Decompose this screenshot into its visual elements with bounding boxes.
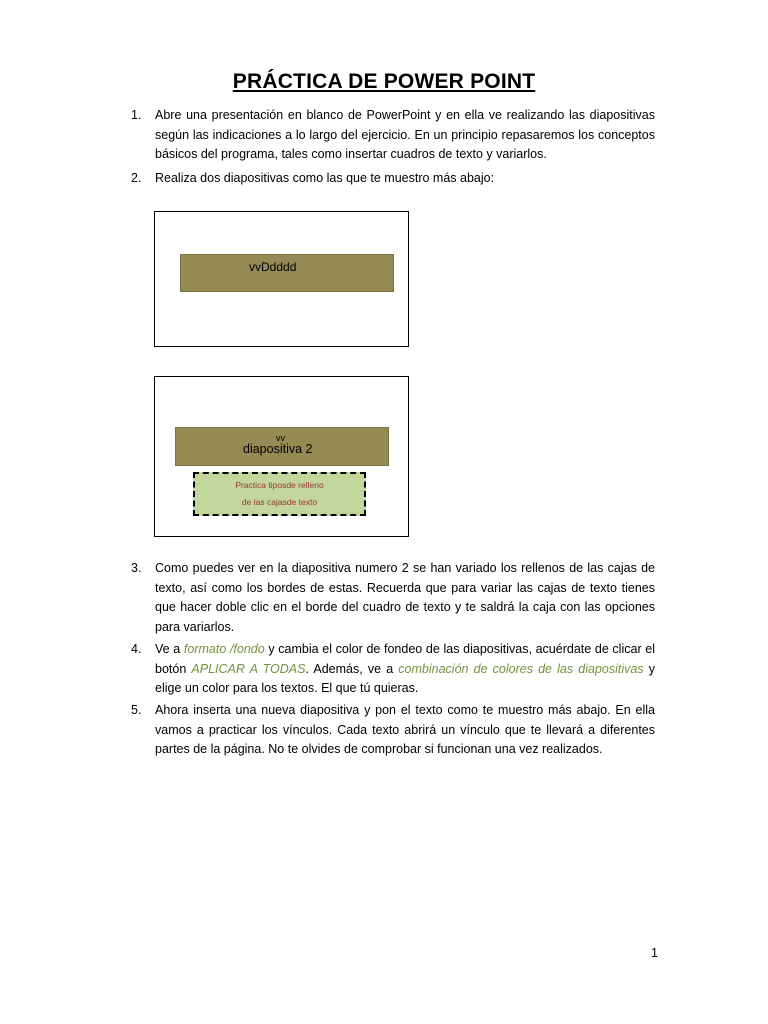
button-reference-aplicar: APLICAR A TODAS — [191, 661, 306, 676]
list-text: Como puedes ver en la diapositiva numero 2 se han variado los rellenos de las cajas de texto, así como los bordes de estas. Recuerda que para variar las cajas de texto tienes que hacer doble clic en el borde del cuadro de texto y te saldrá la caja con las opciones para variarlos. — [155, 561, 655, 635]
list-item-3 — [131, 559, 655, 638]
list-number: 2. — [131, 171, 142, 185]
list-number: 5. — [131, 703, 142, 717]
page-number: 1 — [651, 946, 658, 960]
list-text-part: y elige un color para los textos. El que tú quieras. — [155, 661, 655, 696]
menu-reference-combinacion: combinación de colores de las diapositivas — [398, 661, 644, 676]
list-number: 4. — [131, 642, 142, 656]
list-text-part: . Además, ve a — [305, 661, 399, 676]
slide-example-1 — [154, 211, 409, 347]
list-number: 1. — [131, 108, 142, 122]
list-text: Ahora inserta una nueva diapositiva y pon el texto como te muestro más abajo. En ella vamos a practicar los vínculos. Cada texto abrirá un vínculo que te llevará a diferentes partes de la página. No te olvides de comprobar si funcionan una vez realizados. — [155, 703, 655, 757]
list-text-part: Ve a — [155, 642, 184, 656]
list-number: 3. — [131, 561, 142, 575]
slide1-text-box — [180, 254, 394, 292]
list-text-part: y cambia el color de fondeo de las diapositivas, acuérdate de clicar el botón — [155, 642, 656, 676]
list-item-2 — [131, 169, 655, 189]
slide2-dashed-text-box — [193, 472, 366, 516]
list-item-5 — [131, 701, 655, 760]
list-text: Realiza dos diapositivas como las que te muestro más abajo: — [155, 171, 495, 185]
page-title: PRÁCTICA DE POWER POINT — [232, 70, 536, 93]
slide1-box-text: vvDdddd — [249, 260, 297, 274]
slide-example-2 — [154, 376, 409, 537]
dashed-box-line-1: Practica tiposde relleno — [235, 480, 324, 490]
slide2-box-text: diapositiva 2 — [243, 442, 313, 456]
list-text: Abre una presentación en blanco de PowerPoint y en ella ve realizando las diapositivas según las indicaciones a lo largo del ejercicio. En un principio repasaremos los conceptos básicos del programa, tales como insertar cuadros de texto y variarlos. — [155, 108, 655, 162]
menu-reference-formato-fondo: formato /fondo — [183, 642, 265, 656]
slide2-title-box — [175, 427, 389, 466]
list-item-4 — [131, 640, 656, 699]
list-item-1 — [131, 106, 655, 165]
dashed-box-line-2: de las cajasde texto — [241, 497, 318, 507]
slide2-box-small-text: vv — [276, 433, 285, 443]
